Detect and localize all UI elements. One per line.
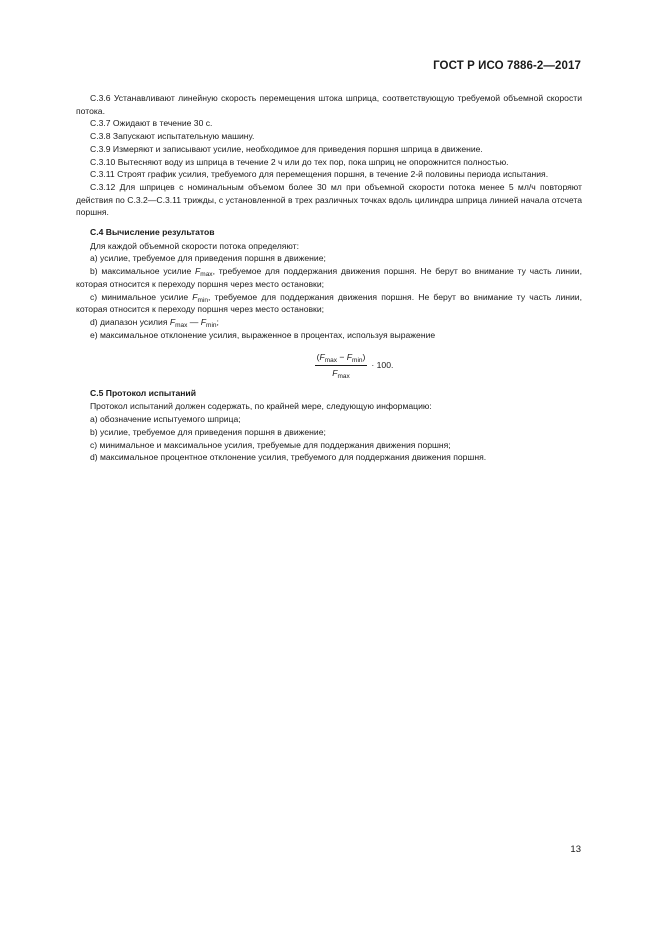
section-heading-c5: С.5 Протокол испытаний <box>90 387 196 398</box>
document-header: ГОСТ Р ИСО 7886-2—2017 <box>433 60 581 72</box>
list-item-a: а) обозначение испытуемого шприца; <box>90 414 241 425</box>
list-item-b: b) усилие, требуемое для приведения поршня в движение; <box>90 426 326 437</box>
list-item-d: d) диапазон усилия $F_{max}$ — $F_{min}$; <box>90 316 219 329</box>
deviation-formula <box>76 351 582 379</box>
symbol-f: F <box>195 266 201 277</box>
subscript-min: min <box>206 321 217 329</box>
formula-denominator: $F_{max}$ <box>332 368 350 381</box>
list-item-b: b) максимальное усилие $F_{max}$, требуемое для поддержания движения поршня. Не берут во внимание ту часть линии, которая относится к переходу поршня через место остановки; <box>76 266 582 289</box>
list-item-d: d) максимальное процентное отклонение усилия, требуемого для поддержания движения поршня. <box>90 452 487 463</box>
paragraph-c37: С.3.7 Ожидают в течение 30 с. <box>90 118 213 129</box>
list-item-c: с) минимальное усилие $F_{min}$, требуемое для поддержания движения поршня. Не берут во внимание ту часть линии, которая относится к переходу поршня через место остановки; <box>76 291 582 315</box>
subscript-max: max <box>175 321 188 329</box>
document-body <box>76 92 582 464</box>
list-item-e: е) максимальное отклонение усилия, выраженное в процентах, используя выражение <box>90 329 436 340</box>
paragraph-c310: С.3.10 Вытесняют воду из шприца в течение 2 ч или до тех пор, пока шприц не опорожнится полностью. <box>90 156 509 167</box>
page-number: 13 <box>570 844 581 855</box>
symbol-f: F <box>200 316 207 327</box>
paragraph-c311: С.3.11 Строят график усилия, требуемого для перемещения поршня, в течение 2-й половины периода испытания. <box>90 169 549 180</box>
subscript-min: min <box>197 296 209 304</box>
section-c4-intro: Для каждой объемной скорости потока определяют: <box>90 240 299 251</box>
subscript-max: max <box>200 271 213 279</box>
section-heading-c4: С.4 Вычисление результатов <box>90 227 215 238</box>
paragraph-c36: С.3.6 Устанавливают линейную скорость перемещения штока шприца, соответствующую требуемой объемной скорости потока. <box>76 93 582 116</box>
section-c5-intro: Протокол испытаний должен содержать, по крайней мере, следующую информацию: <box>90 401 432 412</box>
symbol-f: F <box>192 291 198 302</box>
symbol-f: F <box>169 316 176 327</box>
paragraph-c38: С.3.8 Запускают испытательную машину. <box>90 131 255 142</box>
formula-numerator: $(F_{max} - F_{min})$ <box>316 352 366 365</box>
list-item-a: а) усилие, требуемое для приведения поршня в движение; <box>90 253 326 264</box>
paragraph-c312: С.3.12 Для шприцев с номинальным объемом более 30 мл при объемной скорости потока менее 5 мл/ч повторяют действия по С.3.2—С.3.11 трижды, с установленной в трех различных точках вдоль цилиндра шприца линией начала отсчета поршня. <box>76 181 582 218</box>
formula-multiplier: · 100. <box>371 360 394 371</box>
paragraph-c39: С.3.9 Измеряют и записывают усилие, необходимое для приведения поршня шприца в движение. <box>90 143 483 154</box>
formula-fraction <box>315 351 368 379</box>
list-item-c: с) минимальное и максимальное усилия, требуемые для поддержания движения поршня; <box>90 439 451 450</box>
